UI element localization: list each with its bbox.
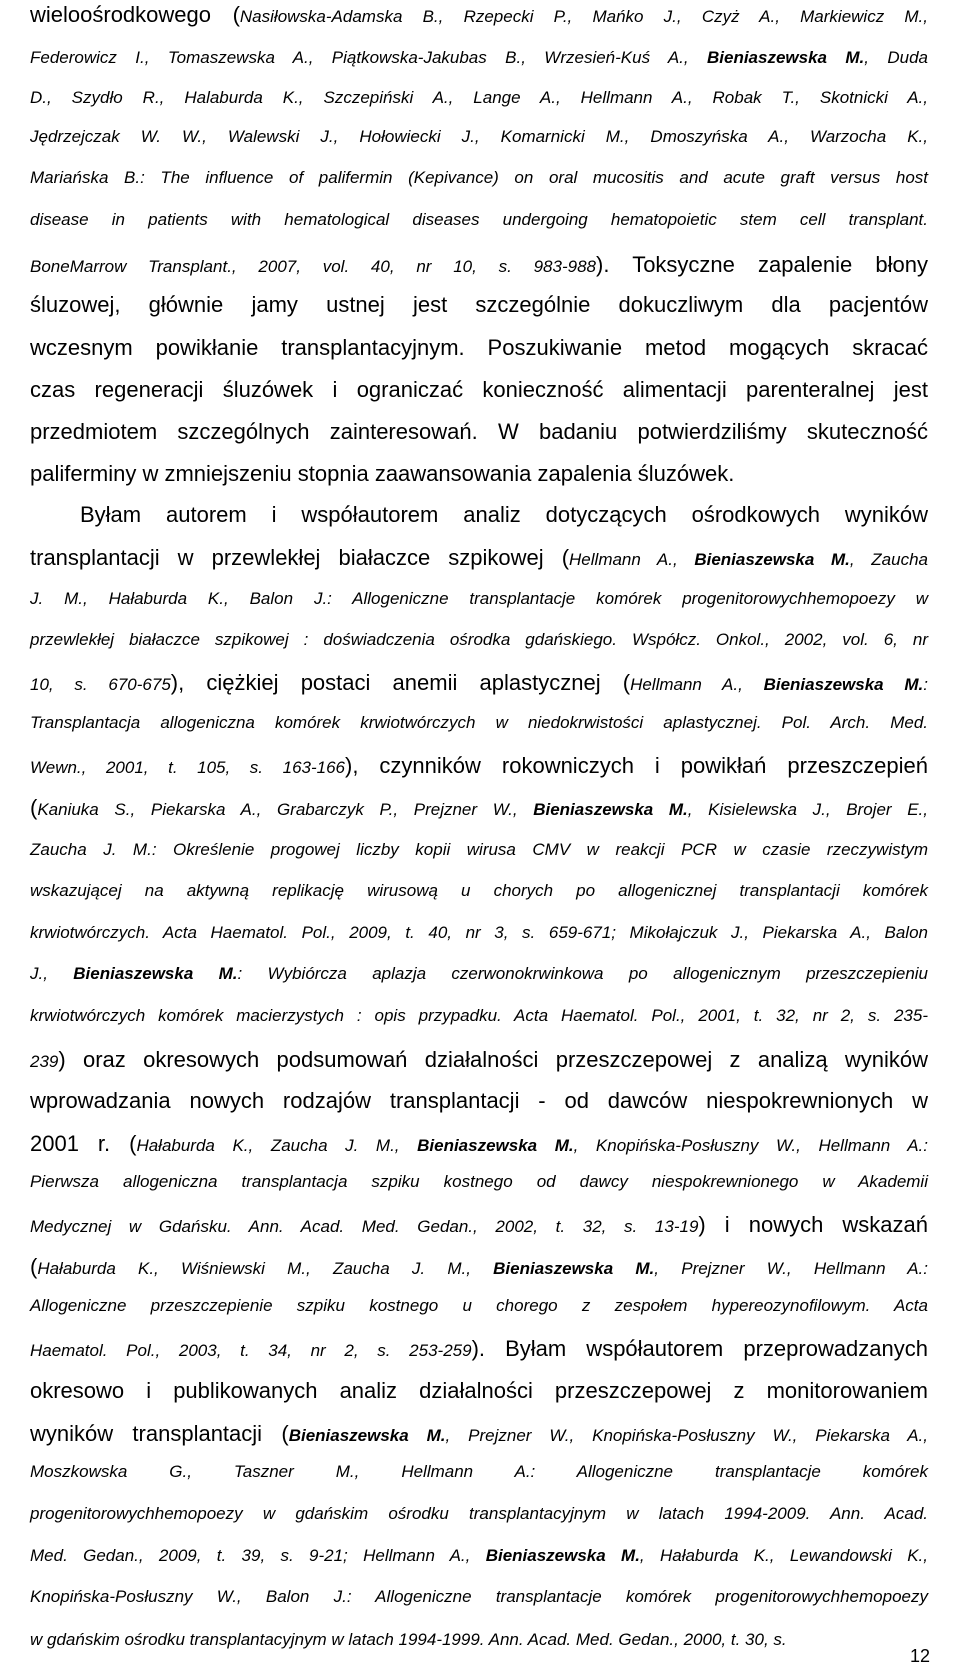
body-text: ), ciężkiej postaci anemii aplastycznej ( [170,670,631,695]
text-line [30,1214,928,1236]
text-line [30,1049,928,1071]
citation-text: Hellmann A., [569,550,695,569]
citation-text: , Hałaburda K., Lewandowski K., [639,1546,928,1565]
body-text: 2001 r. ( [30,1131,137,1156]
body-text: ), czynników rokowniczych i powikłań przeszczepień [345,753,928,778]
citation-text: Hałaburda K., Zaucha J. M., [136,1136,418,1155]
citation-text: 10, s. 670-675 [30,675,171,694]
text-line [30,337,928,359]
citation-text: , Prejzner W., Knopińska-Posłuszny W., Piekarska A., [445,1426,929,1445]
citation-text: : Wybiórcza aplazja czerwonokrwinkowa po allogenicznym przeszczepieniu [237,964,929,983]
citation-text: J. M., Hałaburda K., Balon J.: Allogeniczne transplantacje komórek progenitorowychhemopoezy w [30,589,928,608]
author-highlight: Bieniaszewska M. [417,1136,574,1155]
text-line [30,463,928,485]
text-line [30,1588,928,1606]
text-line [30,1631,928,1649]
body-text: ). Byłam współautorem przeprowadzanych [471,1336,928,1361]
author-highlight: Bieniaszewska M. [288,1426,446,1445]
text-line [30,1007,928,1025]
author-highlight: Bieniaszewska M. [493,1259,655,1278]
body-text: ( [30,1254,38,1279]
text-line [30,1463,928,1481]
body-text: śluzowej, głównie jamy ustnej jest szczególnie dokuczliwym dla pacjentów [30,292,928,317]
text-line [30,379,928,401]
citation-text: 239 [30,1052,59,1071]
citation-text: Allogeniczne przeszczepienie szpiku kostnego u chorego z zespołem hypereozynofilowym. Acta [30,1296,928,1315]
text-line [30,1090,928,1112]
page-number: 12 [910,1646,931,1666]
citation-text: w gdańskim ośrodku transplantacyjnym w latach 1994-1999. Ann. Acad. Med. Gedan., 2000, t. 30, s. [30,1630,787,1649]
text-line [30,49,928,67]
citation-text: Mariańska B.: The influence of palifermin (Kepivance) on oral mucositis and acute graft versus host [30,168,928,187]
text-line [30,882,928,900]
body-text: wczesnym powikłanie transplantacyjnym. Poszukiwanie metod mogących skracać [30,335,928,360]
citation-text: J., [30,964,74,983]
citation-text: Zaucha J. M.: Określenie progowej liczby kopii wirusa CMV w reakcji PCR w czasie rzeczywistym [30,840,928,859]
body-text: transplantacji w przewlekłej białaczce szpikowej ( [30,545,570,570]
citation-text: , Zaucha [849,550,928,569]
text-line [30,714,928,732]
citation-text: krwiotwórczych. Acta Haematol. Pol., 2009, t. 40, nr 3, s. 659-671; Mikołajczuk J., Piekarska A., Balon [30,923,928,942]
body-text: ) oraz okresowych podsumowań działalności przeszczepowej z analizą wyników [58,1047,928,1072]
text-line [30,4,928,26]
text-line [30,841,928,859]
text-line [30,755,928,777]
text-line [30,128,928,146]
text-line [30,89,928,107]
body-text: wprowadzania nowych rodzajów transplantacji - od dawców niespokrewnionych w [30,1088,928,1113]
text-line [30,1256,928,1278]
citation-text: Hellmann A., [630,675,764,694]
text-line [30,294,928,316]
citation-text: Wewn., 2001, t. 105, s. 163-166 [30,758,346,777]
body-text: Byłam autorem i współautorem analiz dotyczących ośrodkowych wyników [80,502,928,527]
text-line [30,1338,928,1360]
citation-text: , Knopińska-Posłuszny W., Hellmann A.: [573,1136,928,1155]
text-line [30,590,928,608]
body-text: paliferminy w zmniejszeniu stopnia zaawansowania zapalenia śluzówek. [30,461,735,486]
text-line [30,965,928,983]
body-text: ( [30,795,38,820]
citation-text: , Duda [864,48,928,67]
body-text: czas regeneracji śluzówek i ograniczać konieczność alimentacji parenteralnej jest [30,377,928,402]
citation-text: krwiotwórczych komórek macierzystych : opis przypadku. Acta Haematol. Pol., 2001, t. 32, nr 2, s. 235- [30,1006,928,1025]
citation-text: BoneMarrow Transplant., 2007, vol. 40, nr 10, s. 983-988 [30,257,596,276]
text-line [30,1133,928,1155]
text-line [30,1505,928,1523]
citation-text: Jędrzejczak W. W., Walewski J., Hołowiecki J., Komarnicki M., Dmoszyńska A., Warzocha K., [30,127,928,146]
text-line [30,421,928,443]
author-highlight: Bieniaszewska M. [694,550,850,569]
body-text: wieloośrodkowego ( [30,2,240,27]
text-line [30,1423,928,1445]
citation-text: wskazującej na aktywną replikację wirusową u chorych po allogenicznej transplantacji komórek [30,881,928,900]
citation-text: Kaniuka S., Piekarska A., Grabarczyk P., Prejzner W., [37,800,534,819]
body-text: okresowo i publikowanych analiz działalności przeszczepowej z monitorowaniem [30,1378,928,1403]
citation-text: : [923,675,928,694]
citation-text: D., Szydło R., Halaburda K., Szczepiński A., Lange A., Hellmann A., Robak T., Skotnicki A., [30,88,928,107]
text-line [30,631,928,649]
text-line [30,211,928,229]
text-line [80,504,928,526]
author-highlight: Bieniaszewska M. [763,675,924,694]
author-highlight: Bieniaszewska M. [533,800,688,819]
citation-text: Hałaburda K., Wiśniewski M., Zaucha J. M., [37,1259,494,1278]
author-highlight: Bieniaszewska M. [485,1546,640,1565]
text-line [30,672,928,694]
body-text: przedmiotem szczególnych zainteresowań. W badaniu potwierdziliśmy skuteczność [30,419,928,444]
text-line [30,1547,928,1565]
author-highlight: Bieniaszewska M. [73,964,238,983]
citation-text: , Prejzner W., Hellmann A.: [654,1259,929,1278]
body-text: ). Toksyczne zapalenie błony [596,252,928,277]
citation-text: Pierwsza allogeniczna transplantacja szpiku kostnego od dawcy niespokrewnionego w Akademii [30,1172,928,1191]
author-highlight: Bieniaszewska M. [706,48,865,67]
citation-text: Moszkowska G., Taszner M., Hellmann A.: Allogeniczne transplantacje komórek [30,1462,928,1481]
citation-text: Med. Gedan., 2009, t. 39, s. 9-21; Hellmann A., [30,1546,486,1565]
citation-text: disease in patients with hematological diseases undergoing hematopoietic stem cell transplant. [30,210,928,229]
citation-text: progenitorowychhemopoezy w gdańskim ośrodku transplantacyjnym w latach 1994-2009. Ann. Acad. [30,1504,928,1523]
citation-text: przewlekłej białaczce szpikowej : doświadczenia ośrodka gdańskiego. Współcz. Onkol., 2002, vol. 6, nr [30,630,928,649]
citation-text: Nasiłowska-Adamska B., Rzepecki P., Mańko J., Czyż A., Markiewicz M., [239,7,928,26]
body-text: wyników transplantacji ( [30,1421,289,1446]
text-line [30,1297,928,1315]
citation-text: , Kisielewska J., Brojer E., [687,800,928,819]
body-text: ) i nowych wskazań [698,1212,928,1237]
citation-text: Haematol. Pol., 2003, t. 34, nr 2, s. 253-259 [30,1341,472,1360]
text-line [30,797,928,819]
text-line [30,547,928,569]
citation-text: Transplantacja allogeniczna komórek krwiotwórczych w niedokrwistości aplastycznej. Pol. Arch. Med. [30,713,928,732]
text-line [30,169,928,187]
text-line [30,1380,928,1402]
citation-text: Knopińska-Posłuszny W., Balon J.: Allogeniczne transplantacje komórek progenitorowychhemopoezy [30,1587,928,1606]
text-line [30,254,928,276]
text-line [30,924,928,942]
citation-text: Medycznej w Gdańsku. Ann. Acad. Med. Gedan., 2002, t. 32, s. 13-19 [30,1217,699,1236]
text-line [30,1173,928,1191]
citation-text: Federowicz I., Tomaszewska A., Piątkowska-Jakubas B., Wrzesień-Kuś A., [30,48,707,67]
